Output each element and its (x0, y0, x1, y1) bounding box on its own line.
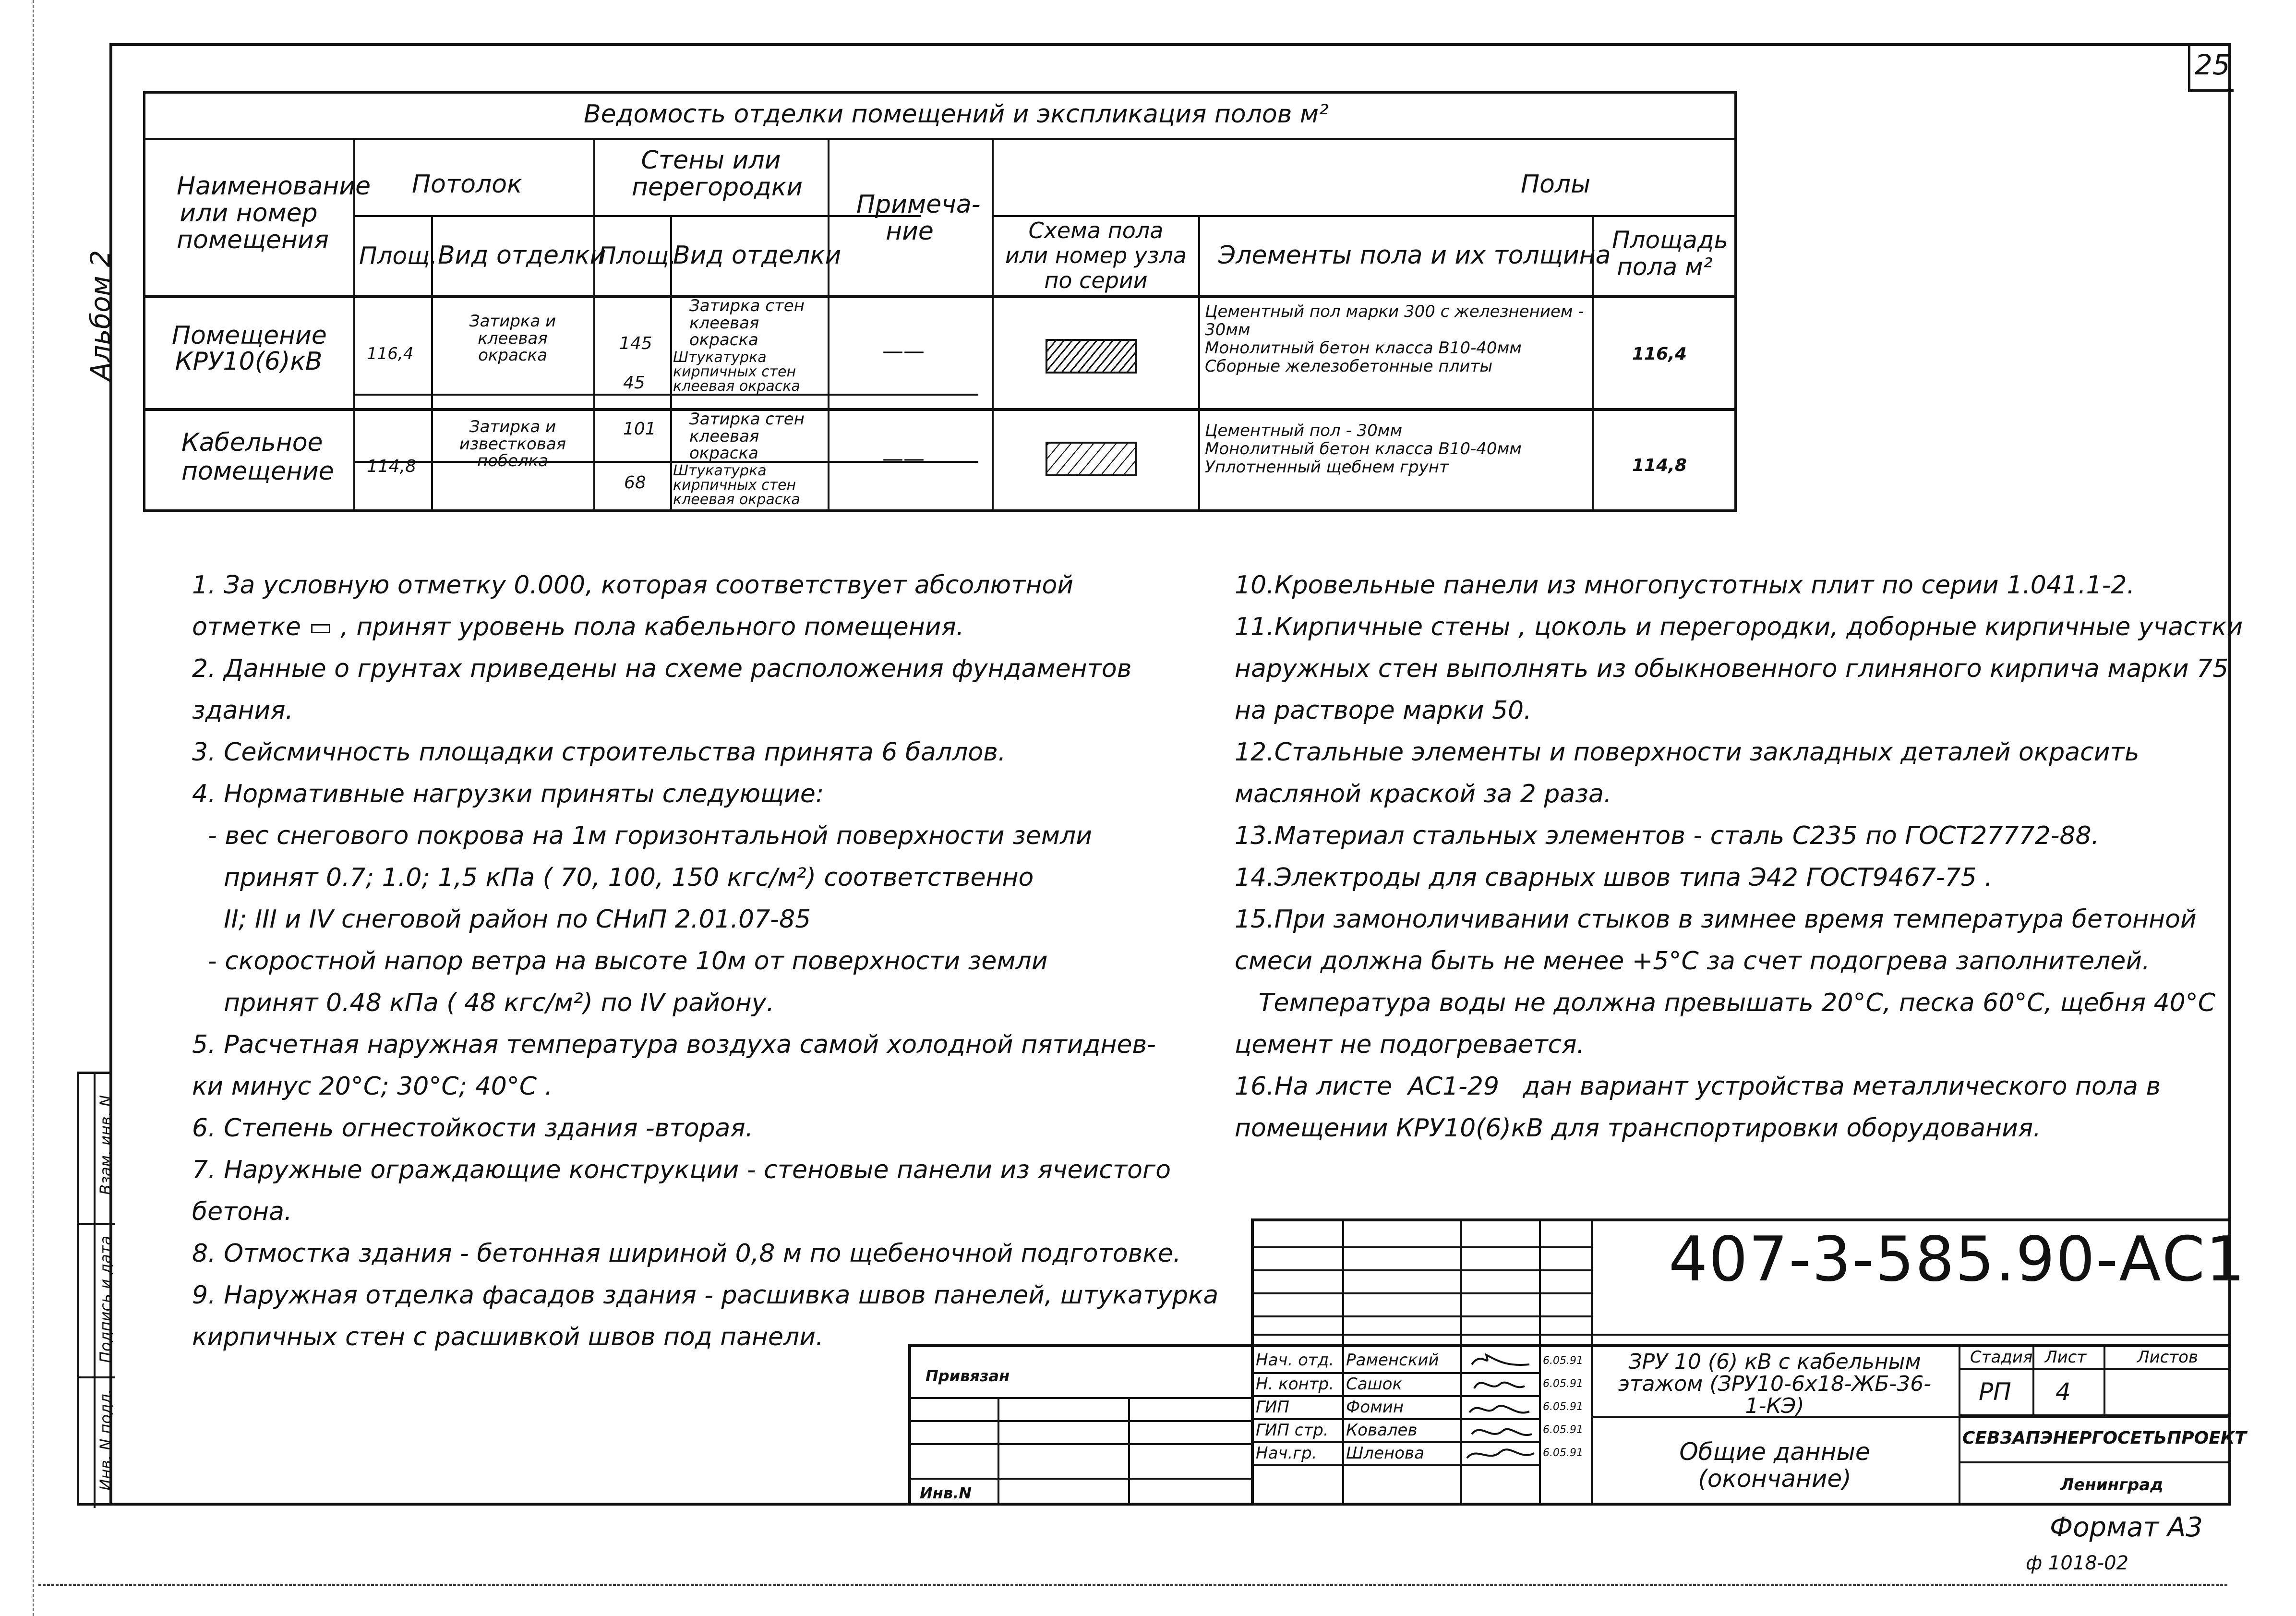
staff-date: 6.05.91 (1543, 1401, 1583, 1413)
note-line: принят 0.7; 1.0; 1,5 кПа ( 70, 100, 150 кгс/м²) соответственно (192, 863, 1034, 892)
city: Ленинград (2060, 1475, 2164, 1495)
staff-date: 6.05.91 (1543, 1447, 1583, 1459)
side-stamp-inv-podl: Инв. N подл. (96, 1389, 115, 1491)
row1-name: Помещение КРУ10(6)кВ (172, 321, 327, 376)
row2-wall-area-1: 101 (623, 419, 656, 439)
row1-floor-elements: Цементный пол марки 300 с железнением - 30мм Монолитный бетон класса В10-40мм Сборные железобетонные плиты (1205, 302, 1584, 376)
staff-role: Нач.гр. (1256, 1444, 1317, 1463)
note-line: принят 0.48 кПа ( 48 кгс/м²) по IV району. (192, 989, 775, 1017)
note-line: 3. Сейсмичность площадки строительства принята 6 баллов. (192, 738, 1006, 767)
note-line: отметке ▭ , принят уровень пола кабельного помещения. (192, 613, 964, 641)
note-line: здания. (192, 696, 294, 725)
staff-role: ГИП стр. (1256, 1421, 1329, 1440)
row2-floor-area: 114,8 (1632, 456, 1687, 475)
finish-schedule-table (143, 91, 1737, 512)
staff-name: Фомин (1346, 1398, 1404, 1417)
general-notes-right (1235, 565, 2243, 1149)
staff-role: ГИП (1256, 1398, 1289, 1417)
header-room-name: Наименование или номер помещения (177, 172, 371, 254)
header-walls: Стены или перегородки (632, 146, 803, 202)
note-line: наружных стен выполнять из обыкновенного глиняного кирпича марки 75 (1235, 654, 2229, 683)
stage-value: РП (1979, 1378, 2011, 1406)
document-code: 407-3-585.90-АС1 (1669, 1224, 2246, 1295)
general-notes-left (192, 565, 1219, 1358)
stage-label: Стадия (1970, 1348, 2033, 1367)
note-line: масляной краской за 2 раза. (1235, 780, 1612, 808)
organization: СЕВЗАПЭНЕРГОСЕТЬПРОЕКТ (1962, 1428, 2247, 1448)
row2-wall-finish-2: Штукатурка кирпичных стен клеевая окраска (673, 462, 800, 508)
row1-wall-area-2: 45 (623, 373, 645, 393)
header-floor-elements: Элементы пола и их толщина (1218, 241, 1611, 270)
staff-date: 6.05.91 (1543, 1424, 1583, 1436)
project-title: ЗРУ 10 (6) кВ с кабельным этажом (ЗРУ10-6х18-ЖБ-36-1-КЭ) (1618, 1350, 1932, 1418)
note-line: - вес снегового покрова на 1м горизонтальной поверхности земли (192, 821, 1092, 850)
staff-name: Шленова (1346, 1444, 1424, 1463)
row1-wall-area-1: 145 (619, 334, 652, 353)
row2-ceiling-finish: Затирка и известковая побелка (459, 417, 566, 471)
note-line: 12.Стальные элементы и поверхности закладных деталей окрасить (1235, 738, 2140, 767)
note-line: 14.Электроды для сварных швов типа Э42 ГОСТ9467-75 . (1235, 863, 1993, 892)
header-ceiling-finish: Вид отделки (438, 241, 606, 270)
note-line: II; III и IV снеговой район по СНиП 2.01.07-85 (192, 905, 811, 934)
header-floors: Полы (1521, 170, 1591, 199)
header-notes: Примеча-ние (856, 190, 981, 246)
note-line: кирпичных стен с расшивкой швов под панели. (192, 1323, 824, 1351)
note-line: 8. Отмостка здания - бетонная шириной 0,8 м по щебеночной подготовке. (192, 1239, 1181, 1268)
header-walls-finish: Вид отделки (673, 241, 841, 270)
sheet-format: Формат А3 (2050, 1512, 2203, 1543)
header-ceiling: Потолок (412, 170, 522, 199)
sheet-corner-number: 25 (2195, 48, 2230, 81)
privyazan-label: Привязан (926, 1367, 1010, 1385)
note-line: Температура воды не должна превышать 20°С, песка 60°С, щебня 40°С (1235, 989, 2216, 1017)
sheets-label: Листов (2137, 1348, 2199, 1367)
footer-line (38, 1584, 2227, 1586)
header-ceiling-area: Площ. (359, 242, 438, 270)
note-line: 4. Нормативные нагрузки приняты следующие: (192, 780, 824, 808)
note-line: 1. За условную отметку 0.000, которая соответствует абсолютной (192, 571, 1074, 600)
staff-name: Раменский (1346, 1351, 1439, 1370)
row2-wall-finish-1: Затирка стен клеевая окраска (689, 410, 805, 463)
inv-no-label: Инв.N (920, 1484, 972, 1502)
table-title: Ведомость отделки помещений и экспликация полов м² (584, 100, 1329, 129)
note-line: на растворе марки 50. (1235, 696, 1532, 725)
side-stamp-vzam: Взам. инв. N (96, 1095, 115, 1195)
row1-wall-finish-1: Затирка стен клеевая окраска (689, 296, 805, 350)
title-block (908, 1344, 2247, 1506)
staff-date: 6.05.91 (1543, 1355, 1583, 1367)
note-line: 5. Расчетная наружная температура воздуха самой холодной пятиднев- (192, 1030, 1156, 1059)
binding-line (33, 0, 34, 1616)
staff-name: Ковалев (1346, 1421, 1418, 1440)
sheet-label: Лист (2045, 1348, 2087, 1367)
staff-name: Сашок (1346, 1375, 1403, 1394)
row1-wall-finish-2: Штукатурка кирпичных стен клеевая окраска (673, 349, 800, 395)
row1-ceiling-finish: Затирка и клеевая окраска (469, 312, 556, 365)
note-line: помещении КРУ10(6)кВ для транспортировки оборудования. (1235, 1114, 2041, 1143)
note-line: ки минус 20°С; 30°С; 40°С . (192, 1072, 553, 1101)
note-line: бетона. (192, 1197, 292, 1226)
signatures (1462, 1345, 1539, 1465)
row1-ceiling-area: 116,4 (367, 344, 414, 363)
note-line: 15.При замоноличивании стыков в зимнее время температура бетонной (1235, 905, 2197, 934)
sheet-value: 4 (2056, 1378, 2071, 1406)
staff-role: Н. контр. (1256, 1375, 1334, 1394)
staff-role: Нач. отд. (1256, 1351, 1334, 1370)
row2-ceiling-area: 114,8 (367, 457, 417, 476)
form-code: ф 1018-02 (2026, 1552, 2129, 1574)
note-line: цемент не подогревается. (1235, 1030, 1585, 1059)
header-floor-scheme: Схема пола или номер узла по серии (1005, 217, 1187, 293)
note-line: 13.Материал стальных элементов - сталь С235 по ГОСТ27772-88. (1235, 821, 2100, 850)
header-walls-area: Площ. (598, 242, 677, 270)
row1-note: —— (882, 339, 925, 363)
header-floor-area: Площадь пола м² (1612, 226, 1728, 281)
album-label: Альбом 2 (85, 250, 117, 381)
row2-wall-area-2: 68 (624, 473, 646, 493)
note-line: смеси должна быть не менее +5°С за счет подогрева заполнителей. (1235, 947, 2150, 976)
note-line: 9. Наружная отделка фасадов здания - расшивка швов панелей, штукатурка (192, 1281, 1219, 1310)
note-line: 6. Степень огнестойкости здания -вторая. (192, 1114, 754, 1143)
row2-floor-scheme-icon (1046, 442, 1137, 476)
staff-date: 6.05.91 (1543, 1378, 1583, 1390)
note-line: 2. Данные о грунтах приведены на схеме расположения фундаментов (192, 654, 1132, 683)
note-line: 11.Кирпичные стены , цоколь и перегородки, доборные кирпичные участки (1235, 613, 2243, 641)
row1-floor-scheme-icon (1046, 339, 1137, 374)
note-line: 16.На листе АС1-29 дан вариант устройства металлического пола в (1235, 1072, 2161, 1101)
row2-name: Кабельное помещение (181, 428, 334, 486)
row1-floor-area: 116,4 (1632, 344, 1687, 364)
row2-note: —— (882, 446, 925, 471)
side-stamp-podpis: Подпись и дата (96, 1235, 115, 1363)
sheet-title: Общие данные (окончание) (1679, 1438, 1870, 1493)
note-line: 7. Наружные ограждающие конструкции - стеновые панели из ячеистого (192, 1156, 1171, 1184)
note-line: - скоростной напор ветра на высоте 10м от поверхности земли (192, 947, 1048, 976)
note-line: 10.Кровельные панели из многопустотных плит по серии 1.041.1-2. (1235, 571, 2135, 600)
row2-floor-elements: Цементный пол - 30мм Монолитный бетон класса В10-40мм Уплотненный щебнем грунт (1205, 421, 1522, 477)
